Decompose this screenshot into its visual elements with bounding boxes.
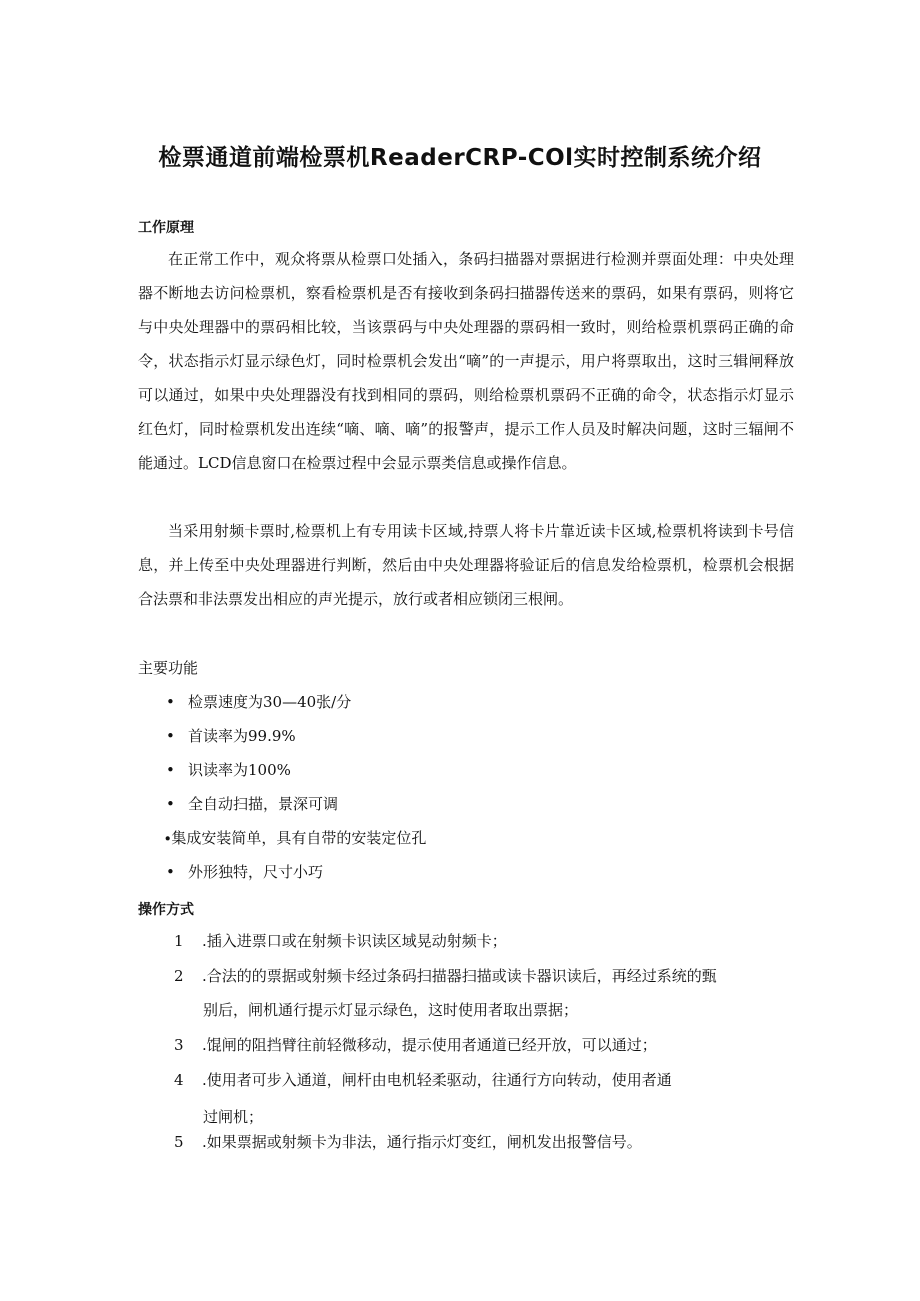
- step-continuation: 过闸机；: [203, 1108, 264, 1126]
- step-number: 1: [174, 932, 184, 950]
- list-item: [164, 827, 426, 849]
- paragraph-principle-1: 在正常工作中，观众将票从检票口处插入，条码扫描器对票据进行检测并票面处理：中央处理器不断地去访问检票机，察看检票机是否有接收到条码扫描器传送来的票码，如果有票码，则将它与中央处理器中的票码相比较，当该票码与中央处理器的票码相一致时，则给检票机票码正确的命令，状态指示灯显示绿色灯，同时检票机会发出“嘀”的一声提示，用户将票取出，这时三辑闸释放可以通过，如果中央处理器没有找到相同的票码，则给检票机票码不正确的命令，状态指示灯显示红色灯，同时检票机发出连续“嘀、嘀、嘀”的报警声，提示工作人员及时解决问题，这时三辐闸不能通过。LCD信息窗口在检票过程中会显示票类信息或操作信息。: [138, 250, 794, 472]
- list-item-text: 检票速度为30—40张/分: [188, 693, 352, 711]
- step-number: 4: [174, 1071, 184, 1089]
- list-item-text: 首读率为99.9%: [188, 727, 296, 745]
- step-number: 5: [174, 1133, 184, 1151]
- list-item-text: 集成安装简单，具有自带的安装定位孔: [171, 829, 427, 847]
- paragraph-principle-2: 当采用射频卡票时,检票机上有专用读卡区域,持票人将卡片靠近读卡区域,检票机将读到卡号信息，并上传至中央处理器进行判断，然后由中央处理器将验证后的信息发给检票机，检票机会根据合法票和非法票发出相应的声光提示，放行或者相应锁闭三根闸。: [138, 522, 794, 608]
- section-heading-functions: 主要功能: [138, 659, 199, 677]
- step-number: 2: [174, 967, 184, 985]
- bullet-icon: •: [166, 863, 175, 881]
- section-heading-operation: 操作方式: [138, 902, 194, 918]
- list-item-text: 外形独特，尺寸小巧: [188, 863, 324, 881]
- bullet-icon: •: [166, 693, 175, 711]
- step-continuation: 别后，闸机通行提示灯显示绿色，这时使用者取出票据；: [203, 1001, 579, 1019]
- list-item: [166, 861, 323, 883]
- bullet-icon: ∙: [164, 829, 172, 847]
- step-item: [174, 930, 507, 952]
- section-heading-principle: 工作原理: [138, 220, 194, 236]
- step-text: .插入进票口或在射频卡识读区域晃动射频卡；: [202, 932, 507, 950]
- list-item: [166, 691, 351, 713]
- list-item-text: 识读率为100%: [188, 761, 291, 779]
- bullet-icon: •: [166, 727, 175, 745]
- step-item: [174, 1131, 642, 1153]
- step-text: .如果票据或射频卡为非法，通行指示灯变红，闸机发出报警信号。: [202, 1133, 642, 1151]
- step-text: .使用者可步入通道，闸杆由电机轻柔驱动，往通行方向转动，使用者通: [202, 1071, 672, 1089]
- list-item: [166, 793, 338, 815]
- list-item-text: 全自动扫描，景深可调: [188, 795, 339, 813]
- step-number: 3: [174, 1036, 184, 1054]
- bullet-icon: •: [166, 761, 175, 779]
- page-title: 检票通道前端检票机ReaderCRP-COl实时控制系统介绍: [158, 145, 762, 171]
- step-item: [174, 1034, 657, 1056]
- step-item: [174, 1069, 672, 1091]
- list-item: [166, 759, 291, 781]
- step-item: [174, 965, 717, 987]
- step-text: .馄闸的阻挡臂往前轻微移动，提示使用者通道已经开放，可以通过；: [202, 1036, 657, 1054]
- bullet-icon: •: [166, 795, 175, 813]
- list-item: [166, 725, 296, 747]
- step-text: .合法的的票据或射频卡经过条码扫描器扫描或读卡器识读后，再经过系统的甄: [202, 967, 717, 985]
